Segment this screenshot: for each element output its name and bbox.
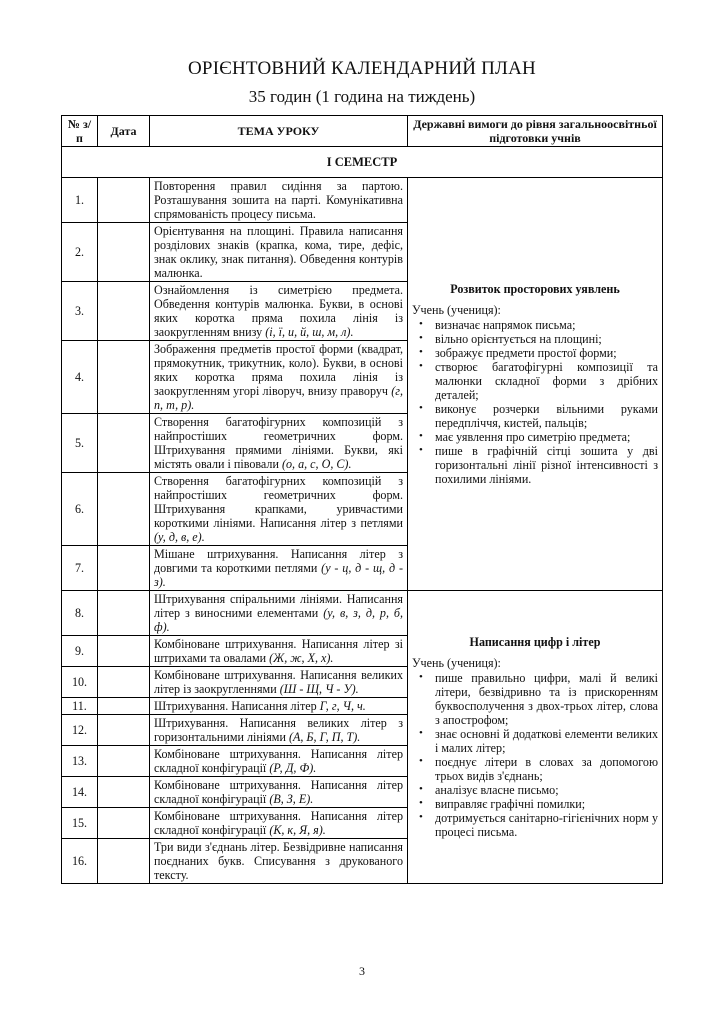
requirement-item: • пише в графічній сітці зошита у дві горизонтальні лінії різної інтенсивності з похилими лініями. (435, 444, 658, 486)
table-header-row (62, 116, 663, 147)
lesson-topic-text: Ознайомлення із симетрією предмета. Обведення контурів малюнка. Букви, в основі яких коротка пряма похила лінія із заокругленням внизу (154, 283, 403, 339)
table-row (62, 178, 663, 223)
requirements-list (412, 671, 658, 839)
requirement-item: • має уявлення про симетрію предмета; (435, 430, 658, 444)
lesson-topic-text: Мішане штрихування. Написання літер з довгими та короткими петлями (154, 547, 403, 575)
lesson-number: 14. (62, 777, 98, 808)
lesson-topic (150, 667, 408, 698)
lesson-number: 13. (62, 746, 98, 777)
lesson-topic (150, 341, 408, 414)
requirements-intro: Учень (учениця): (412, 656, 501, 670)
lesson-date-cell (98, 667, 150, 698)
semester-row (62, 147, 663, 178)
lesson-date-cell (98, 777, 150, 808)
lesson-number: 8. (62, 591, 98, 636)
lesson-date-cell (98, 414, 150, 473)
lesson-topic (150, 698, 408, 715)
lesson-topic-letters: (у - ц, д - щ, д - з). (154, 561, 403, 589)
lesson-topic-text: Зображення предметів простої форми (квадрат, прямокутник, трикутник, коло). Букви, в основі яких коротка пряма похила лінія із заокругленням угорі ліворуч, внизу праворуч (154, 342, 403, 398)
requirements-intro: Учень (учениця): (412, 303, 501, 317)
header-topic: ТЕМА УРОКУ (150, 116, 408, 147)
lesson-date-cell (98, 715, 150, 746)
lesson-date-cell (98, 546, 150, 591)
lesson-topic-letters: (В, З, Е). (269, 792, 314, 806)
page-number: 3 (359, 964, 365, 978)
requirements-cell (408, 178, 663, 591)
requirement-item: • поєднує літери в словах за допомогою трьох видів з'єднань; (435, 755, 658, 783)
lesson-number: 10. (62, 667, 98, 698)
lesson-topic (150, 839, 408, 884)
lesson-date-cell (98, 698, 150, 715)
lesson-date-cell (98, 636, 150, 667)
lesson-topic-letters: Г, г, Ч, ч. (319, 699, 366, 713)
lesson-date-cell (98, 223, 150, 282)
lesson-number: 3. (62, 282, 98, 341)
lesson-topic (150, 746, 408, 777)
lesson-topic-text: Комбіноване штрихування. Написання літер складної конфігурації (154, 747, 403, 775)
lesson-number: 15. (62, 808, 98, 839)
lesson-topic-letters: (г, п, т, р). (154, 384, 403, 412)
lesson-topic-text: Комбіноване штрихування. Написання великих літер із заокругленнями (154, 668, 403, 696)
lesson-date-cell (98, 341, 150, 414)
lesson-topic (150, 636, 408, 667)
lesson-topic-text: Комбіноване штрихування. Написання літер зі штрихами та овалами (154, 637, 403, 665)
requirements-cell (408, 591, 663, 884)
lesson-topic-text: Створення багатофігурних композицій з найпростіших геометричних форм. Штрихування крапками, уривчастими короткими лініями. Написання літер з петлями (154, 474, 403, 530)
lesson-topic (150, 777, 408, 808)
lesson-topic-letters: (Ж, ж, Х, х). (269, 651, 334, 665)
lesson-topic-letters: (у, в, з, д, р, б, ф). (154, 606, 403, 634)
lesson-topic (150, 223, 408, 282)
lesson-topic-letters: (у, д, в, е). (154, 530, 205, 544)
lesson-topic-text: Штрихування. Написання літер (154, 699, 320, 713)
lesson-number: 5. (62, 414, 98, 473)
requirement-item: • зображує предмети простої форми; (435, 346, 658, 360)
lesson-topic (150, 178, 408, 223)
lesson-number: 11. (62, 698, 98, 715)
header-requirements: Державні вимоги до рівня загальноосвітньої підготовки учнів (408, 116, 663, 147)
lesson-topic-text: Комбіноване штрихування. Написання літер складної конфігурації (154, 778, 403, 806)
lesson-date-cell (98, 178, 150, 223)
page-subtitle: 35 годин (1 година на тиждень) (248, 87, 476, 106)
lesson-topic-letters: (А, Б, Г, П, Т). (288, 730, 361, 744)
lesson-date-cell (98, 282, 150, 341)
semester-label: І СЕМЕСТР (62, 147, 663, 178)
lesson-topic-letters: (Ш - Щ, Ч - У). (279, 682, 359, 696)
lesson-number: 7. (62, 546, 98, 591)
lesson-date-cell (98, 808, 150, 839)
requirements-title: Написання цифр і літер (469, 635, 601, 649)
lesson-number: 12. (62, 715, 98, 746)
lesson-topic (150, 414, 408, 473)
requirement-item: • пише правильно цифри, малі й великі літери, безвідривно та із прискоренням буквосполучення з двох-трьох літер, слова з апострофом; (435, 671, 658, 727)
lesson-topic (150, 282, 408, 341)
requirement-item: • знає основні й додаткові елементи великих і малих літер; (435, 727, 658, 755)
requirement-item: • дотримується санітарно-гігієнічних норм у процесі письма. (435, 811, 658, 839)
requirement-item: • вільно орієнтується на площині; (435, 332, 658, 346)
lesson-topic-text: Повторення правил сидіння за партою. Розташування зошита на парті. Комунікативна спрямованість процесу письма. (154, 179, 403, 221)
lesson-topic (150, 546, 408, 591)
lesson-topic-letters: (о, а, с, О, С). (281, 457, 352, 471)
lesson-date-cell (98, 839, 150, 884)
lesson-topic-text: Штрихування. Написання великих літер з горизонтальними лініями (154, 716, 403, 744)
lesson-topic-text: Орієнтування на площині. Правила написання розділових знаків (крапка, кома, тире, дефіс, знак оклику, знак питання). Обведення контурів малюнка. (154, 224, 403, 280)
header-num: № з/п (62, 116, 98, 147)
lesson-number: 6. (62, 473, 98, 546)
lesson-topic (150, 715, 408, 746)
lesson-date-cell (98, 746, 150, 777)
requirement-item: • аналізує власне письмо; (435, 783, 658, 797)
lesson-topic-letters: (і, ї, и, й, ш, м, л). (265, 325, 354, 339)
requirements-list (412, 318, 658, 486)
requirement-item: • створює багатофігурні композиції та малюнки складної форми з дрібних деталей; (435, 360, 658, 402)
lesson-number: 1. (62, 178, 98, 223)
lesson-date-cell (98, 591, 150, 636)
header-date: Дата (98, 116, 150, 147)
lesson-number: 2. (62, 223, 98, 282)
lesson-topic-letters: (К, к, Я, я). (269, 823, 326, 837)
table-row (62, 591, 663, 636)
requirements-title: Розвиток просторових уявлень (450, 282, 620, 296)
requirement-item: • виконує розчерки вільними руками передпліччя, кистей, пальців; (435, 402, 658, 430)
calendar-plan-table (61, 115, 663, 884)
lesson-number: 9. (62, 636, 98, 667)
lesson-number: 4. (62, 341, 98, 414)
lesson-date-cell (98, 473, 150, 546)
requirement-item: • визначає напрямок письма; (435, 318, 658, 332)
lesson-topic-text: Комбіноване штрихування. Написання літер складної конфігурації (154, 809, 403, 837)
lesson-topic-letters: (Р, Д, Ф). (269, 761, 317, 775)
page-title: ОРІЄНТОВНИЙ КАЛЕНДАРНИЙ ПЛАН (188, 58, 536, 79)
lesson-topic (150, 808, 408, 839)
lesson-topic-text: Штрихування спіральними лініями. Написання літер з виносними елементами (154, 592, 403, 620)
lesson-topic-text: Три види з'єднань літер. Безвідривне написання поєднаних букв. Списування з друкованого тексту. (154, 840, 403, 882)
lesson-topic (150, 473, 408, 546)
lesson-topic (150, 591, 408, 636)
lesson-topic-text: Створення багатофігурних композицій з найпростіших геометричних форм. Штрихування прямими лініями. Букви, які містять овали і півовали (154, 415, 403, 471)
requirement-item: • виправляє графічні помилки; (435, 797, 658, 811)
lesson-number: 16. (62, 839, 98, 884)
